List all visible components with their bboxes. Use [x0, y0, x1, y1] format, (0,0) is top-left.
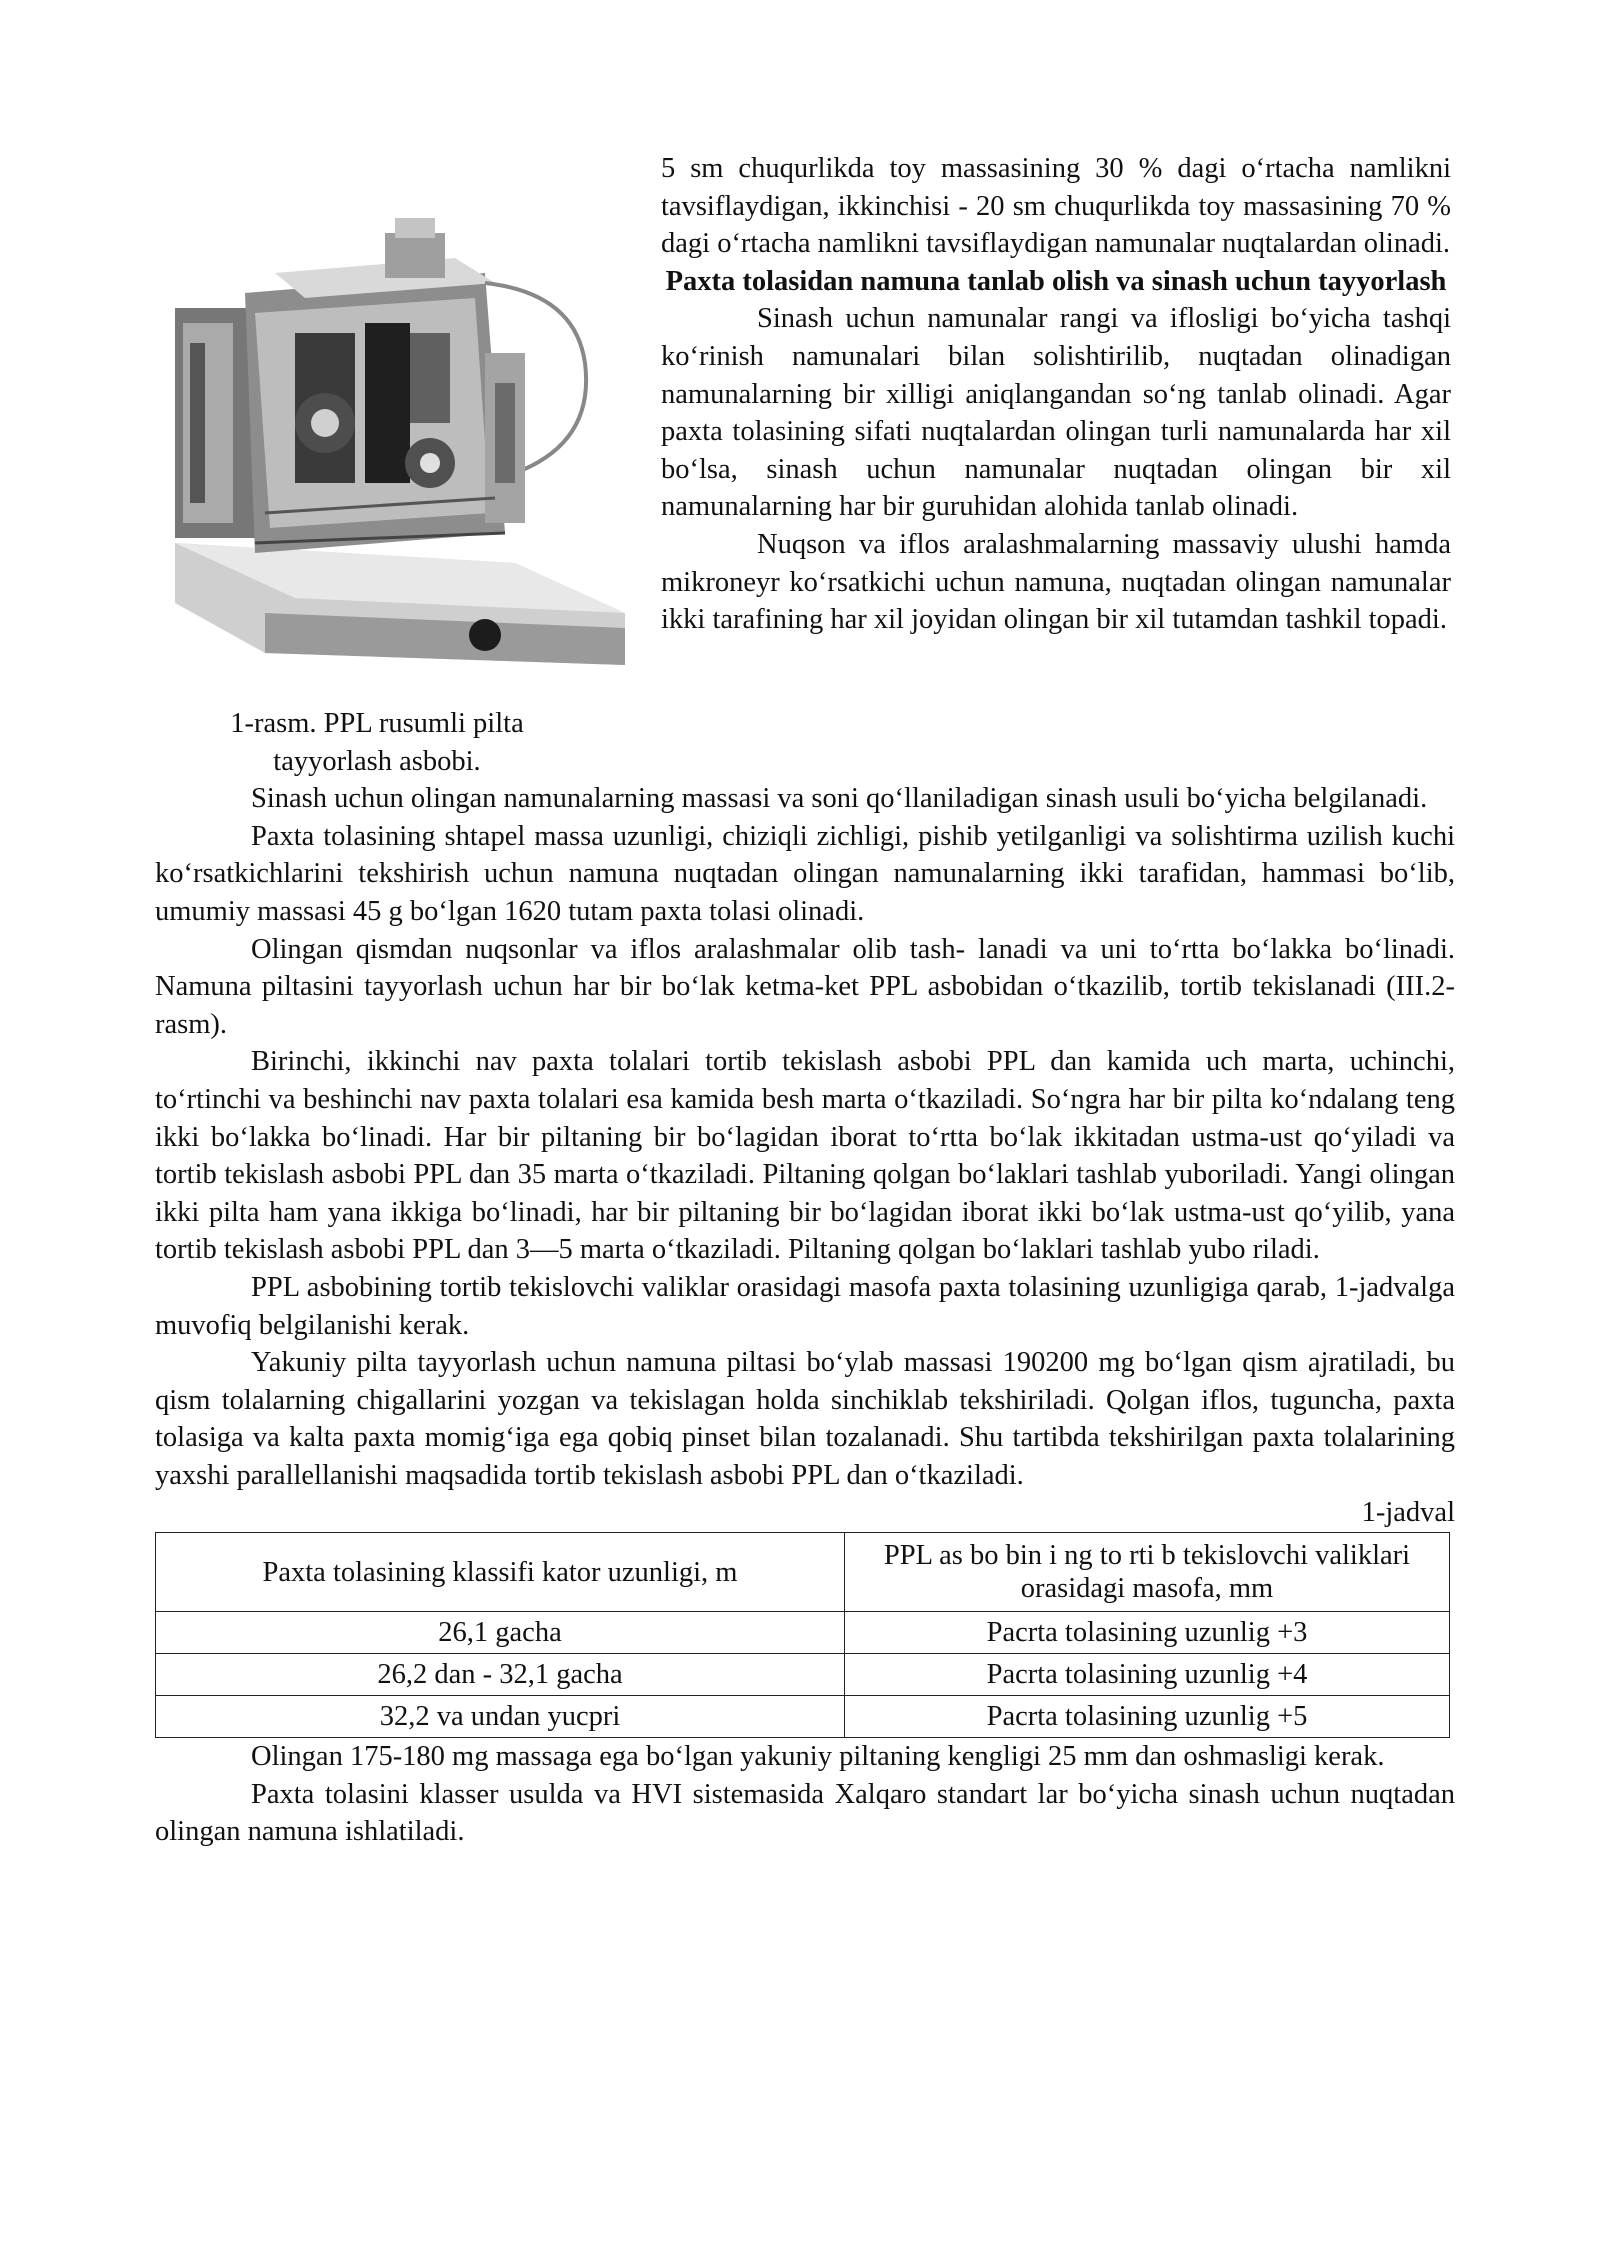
- table-header-cell: PPL as bo bin i ng to rti b tekislovchi valiklari orasidagi masofa, mm: [845, 1533, 1450, 1612]
- table-cell: 26,1 gacha: [156, 1612, 845, 1654]
- caption-line-2: tayyorlash asbobi.: [273, 745, 481, 777]
- continued-paragraph: 5 sm chuqurlikda toy massasining 30 % dagi o‘rtacha namlikni tavsiflaydigan, ikkinchisi - 20 sm chuqurlikda toy massasining 70 % dagi o‘rtacha namlikni tavsiflaydigan namunalar nuqtalardan olinadi.: [661, 153, 1451, 260]
- ppl-machine-photo-icon: [155, 213, 625, 665]
- caption-line-1: 1-rasm. PPL rusumli pilta: [230, 708, 524, 739]
- paragraph: PPL asbobining tortib tekislovchi valiklar orasidagi masofa paxta tolasining uzunligiga qarab, 1-jadvalga muvofiq belgilanishi kerak.: [155, 1271, 1455, 1341]
- table-cell: 26,2 dan - 32,1 gacha: [156, 1654, 845, 1696]
- figure-caption: [155, 705, 599, 780]
- table-header-row: [156, 1533, 1450, 1612]
- length-roller-table: [155, 1532, 1450, 1738]
- right-text-column: [661, 150, 1451, 639]
- document-page: [155, 150, 1455, 1851]
- paragraph: Olingan 175-180 mg massaga ega bo‘lgan yakuniy piltaning kengligi 25 mm dan oshmasligi kerak.: [251, 1741, 1385, 1773]
- paragraph: Nuqson va iflos aralashmalarning massaviy ulushi hamda mikroneyr ko‘rsatkichi uchun namuna, nuqtadan olingan namunalar ikki tarafining har xil joyidan olingan bir xil tutamdan tashkil topadi.: [661, 528, 1451, 636]
- top-section: [155, 150, 1455, 780]
- table-row: [156, 1654, 1450, 1696]
- ppl-machine-photo: [155, 213, 645, 665]
- paragraph: Paxta tolasini klasser usulda va HVI sistemasida Xalqaro standart lar bo‘yicha sinash uchun nuqtadan olingan namuna ishlatiladi.: [155, 1778, 1455, 1848]
- table-row: [156, 1696, 1450, 1738]
- paragraph: Birinchi, ikkinchi nav paxta tolalari tortib tekislash asbobi PPL dan kamida uch marta, uchinchi, to‘rtinchi va beshinchi nav paxta tolalari esa kamida besh marta o‘tkaziladi. So‘ngra har bir pilta ko‘ndalang teng ikki bo‘lakka bo‘linadi. Har bir piltaning bir bo‘lagidan iborat to‘rtta bo‘lak ikkitadan ustma-ust qo‘yiladi va tortib tekislash asbobi PPL dan 35 marta o‘tkaziladi. Piltaning qolgan bo‘laklari tashlab yuboriladi. Yangi olingan ikki pilta ham yana ikkiga bo‘linadi, har bir piltaning bir bo‘lagidan iborat ikki bo‘lak ustma-ust qo‘yilib, yana tortib tekislash asbobi PPL dan 3—5 marta o‘tkaziladi. Piltaning qolgan bo‘laklari tashlab yubo riladi.: [155, 1046, 1455, 1266]
- table-row: [156, 1612, 1450, 1654]
- table-cell: Pacrta tolasining uzunlig +4: [845, 1654, 1450, 1696]
- paragraph: Sinash uchun namunalar rangi va iflosligi bo‘yicha tashqi ko‘rinish namunalari bilan solishtirilib, nuqtadan olinadigan namunalarning bir xilligi aniqlangandan so‘ng tanlab olinadi. Agar paxta tolasining sifati nuqtalardan olingan turli namunalarda har xil bo‘lsa, sinash uchun namunalar nuqtadan olingan bir xil namunalarning har bir guruhidan alohida tanlab olinadi.: [661, 303, 1451, 523]
- figure: [155, 150, 599, 780]
- table-label: 1-jadval: [1361, 1497, 1455, 1529]
- paragraph: Sinash uchun olingan namunalarning massasi va soni qo‘llaniladigan sinash usuli bo‘yicha belgilanadi.: [251, 783, 1428, 815]
- table-cell: Pacrta tolasining uzunlig +3: [845, 1612, 1450, 1654]
- section-title: Paxta tolasidan namuna tanlab olish va sinash uchun tayyorlash: [665, 265, 1447, 297]
- paragraph: Olingan qismdan nuqsonlar va iflos aralashmalar olib tash- lanadi va uni to‘rtta bo‘lakka bo‘linadi. Namuna piltasini tayyorlash uchun har bir bo‘lak ketma-ket PPL asbobidan o‘tkazilib, tortib tekislanadi (III.2-rasm).: [155, 933, 1455, 1040]
- table-cell: Pacrta tolasining uzunlig +5: [845, 1696, 1450, 1738]
- paragraph: Paxta tolasining shtapel massa uzunligi, chiziqli zichligi, pishib yetilganligi va solishtirma uzilish kuchi ko‘rsatkichlarini tekshirish uchun namuna nuqtadan olingan namunalarning ikki tarafidan, hammasi bo‘lib, umumiy massasi 45 g bo‘lgan 1620 tutam paxta tolasi olinadi.: [155, 820, 1455, 927]
- paragraph: Yakuniy pilta tayyorlash uchun namuna piltasi bo‘ylab massasi 190200 mg bo‘lgan qism ajratiladi, bu qism tolalarning chigallarini yozgan va tekislagan holda sinchiklab tekshiriladi. Qolgan iflos, tuguncha, paxta tolasiga va kalta paxta momig‘iga ega qobiq pinset bilan tozalanadi. Shu tartibda tekshirilgan paxta tolalarining yaxshi parallellanishi maqsadida tortib tekislash asbobi PPL dan o‘tkaziladi.: [155, 1347, 1455, 1491]
- table-cell: 32,2 va undan yucpri: [156, 1696, 845, 1738]
- table-header-cell: Paxta tolasining klassifi kator uzunligi, m: [156, 1533, 845, 1612]
